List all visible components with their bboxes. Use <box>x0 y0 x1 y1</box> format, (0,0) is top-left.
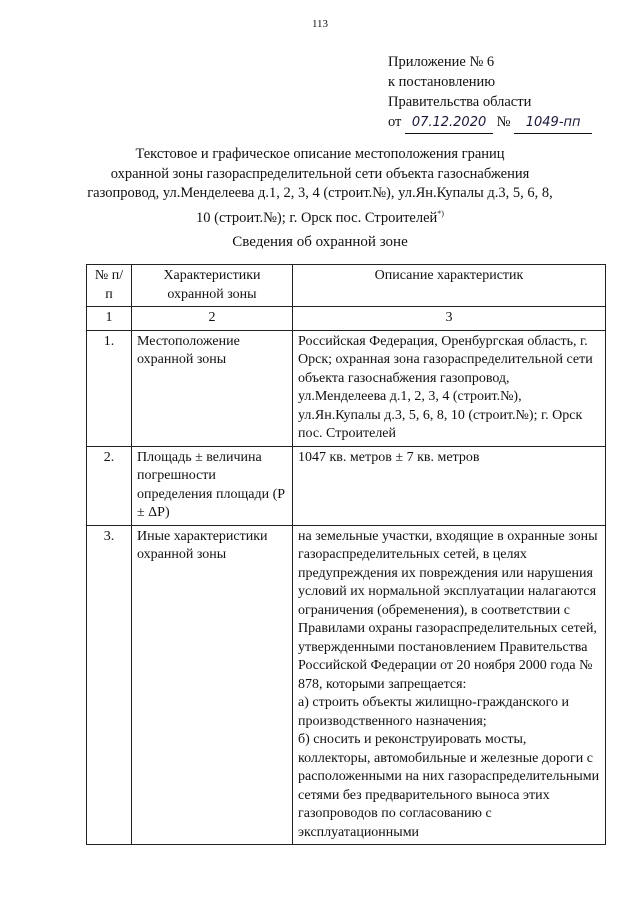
page-number: 113 <box>311 18 329 30</box>
footnote-mark: *) <box>437 208 444 218</box>
row-characteristic: Площадь ± величина погрешности определения площади (Р ± ΔР) <box>132 446 293 525</box>
appendix-line-2: к постановлению <box>388 74 496 90</box>
row-characteristic: Местоположение охранной зоны <box>132 330 293 446</box>
appendix-line-3: Правительства области <box>388 94 532 110</box>
header-number: № п/п <box>87 265 132 307</box>
section-subtitle: Сведения об охранной зоне <box>232 234 408 250</box>
table-header-row <box>87 265 606 307</box>
header-description: Описание характеристик <box>293 265 606 307</box>
row-number: 1. <box>87 330 132 446</box>
table-row <box>87 330 606 446</box>
title-line-1: Текстовое и графическое описание местоположения границ <box>135 146 505 162</box>
appendix-prefix: от <box>388 114 402 130</box>
row-number: 3. <box>87 525 132 845</box>
row-description-item-b: б) сносить и реконструировать мосты, коллекторы, автомобильные и железные дороги с расположенными на них газораспределительными сетями без предварительного выноса этих газопроводов по согласованию с эксплуатационными <box>298 732 600 840</box>
index-cell-3: 3 <box>293 307 606 331</box>
row-description: 1047 кв. метров ± 7 кв. метров <box>293 446 606 525</box>
appendix-block <box>388 52 592 134</box>
number-sign: № <box>496 114 511 130</box>
handwritten-date: 07.12.2020 <box>405 113 493 134</box>
appendix-line-4 <box>388 112 592 134</box>
table-row <box>87 446 606 525</box>
title-line-4 <box>40 204 600 228</box>
title-line-2: охранной зоны газораспределительной сети объекта газоснабжения <box>110 165 530 182</box>
table-index-row <box>87 307 606 331</box>
index-cell-1: 1 <box>87 307 132 331</box>
row-description: Российская Федерация, Оренбургская область, г. Орск; охранная зона газораспределительной сети объекта газоснабжения газопровод, ул.Менделеева д.1, 2, 3, 4 (строит.№), ул.Ян.Купалы д.3, 5, 6, 8, 10 (строит.№); г. Орск пос. Строителей <box>293 330 606 446</box>
row-description-item-a: а) строить объекты жилищно-гражданского и производственного назначения; <box>298 695 569 729</box>
title-line-4-text: 10 (строит.№); г. Орск пос. Строителей <box>196 209 438 226</box>
title-line-3: газопровод, ул.Менделеева д.1, 2, 3, 4 (строит.№), ул.Ян.Купалы д.3, 5, 6, 8, <box>87 185 553 201</box>
row-characteristic: Иные характеристики охранной зоны <box>132 525 293 845</box>
row-description <box>293 525 606 845</box>
document-title <box>40 145 600 228</box>
index-cell-2: 2 <box>132 307 293 331</box>
handwritten-number: 1049-пп <box>514 113 592 134</box>
zone-info-table <box>86 264 606 845</box>
table-row <box>87 525 606 845</box>
row-description-main: на земельные участки, входящие в охранные зоны газораспределительных сетей, в целях предупреждения их повреждения или нарушения условий их нормальной эксплуатации налагаются ограничения (обременения), в соответствии с Правилами охраны газораспределительных сетей, утвержденными постановлением Правительства Российской Федерации от 20 ноября 2000 года № 878, которыми запрещается: <box>298 528 598 692</box>
appendix-line-1: Приложение № 6 <box>388 54 495 70</box>
header-characteristic: Характеристики охранной зоны <box>132 265 293 307</box>
row-number: 2. <box>87 446 132 525</box>
